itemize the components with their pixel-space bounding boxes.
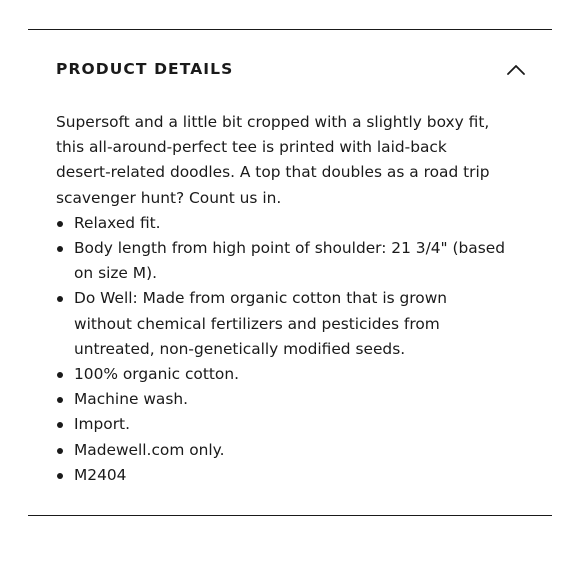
bullet-item: 100% organic cotton. — [56, 362, 506, 387]
accordion-title: PRODUCT DETAILS — [56, 60, 234, 78]
bullet-item: Import. — [56, 412, 506, 437]
accordion-header[interactable] — [28, 30, 552, 110]
bullet-item: Relaxed fit. — [56, 211, 506, 236]
bullet-item: Machine wash. — [56, 387, 506, 412]
bullet-item: M2404 — [56, 463, 506, 488]
product-description: Supersoft and a little bit cropped with a slightly boxy fit, this all-around-perfect tee is printed with laid-back desert-related doodles. A top that doubles as a road trip scavenger hunt? Count us in. — [56, 113, 490, 207]
bullet-item: Madewell.com only. — [56, 438, 506, 463]
chevron-up-icon[interactable] — [506, 62, 526, 76]
product-details-accordion — [28, 29, 552, 516]
product-bullets — [56, 211, 506, 488]
bullet-item: Do Well: Made from organic cotton that is grown without chemical fertilizers and pesticides from untreated, non-genetically modified seeds. — [56, 286, 506, 362]
bullet-item: Body length from high point of shoulder: 21 3/4" (based on size M). — [56, 236, 506, 286]
accordion-content — [56, 110, 506, 488]
